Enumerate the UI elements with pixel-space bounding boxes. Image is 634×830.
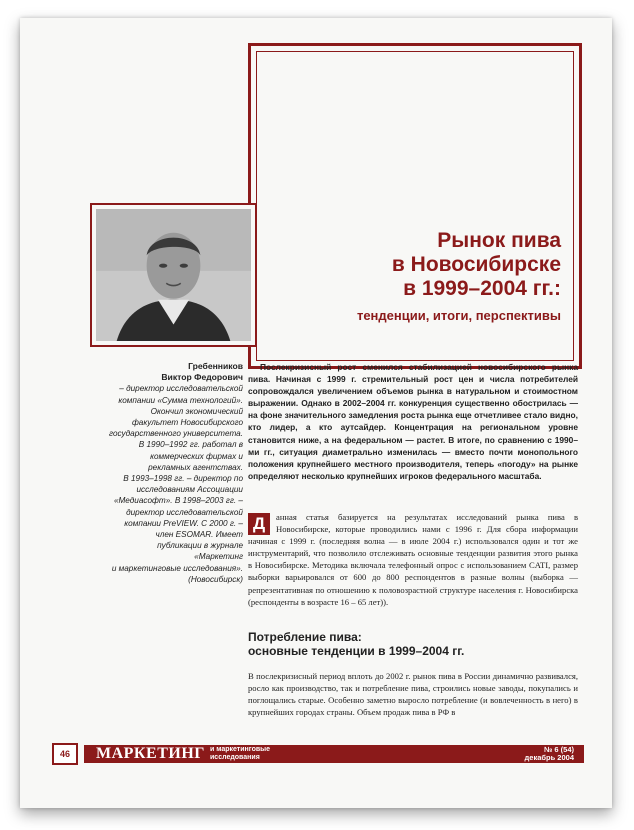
body-paragraph-1 — [248, 511, 578, 608]
bio-line: компании PreVIEW. С 2000 г. – — [124, 518, 243, 528]
bio-line: публикации в журнале — [157, 541, 243, 551]
bio-line: – директор исследовательской — [119, 384, 243, 394]
body-paragraph-1-text: анная статья базируется на результатах исследований рынка пива в Новосибирске, которые проводились нами с 1996 г. Для сбора информации начиная с 1999 г. (последняя волна — в июле 2004 г.) использовался один и тот же инструментарий, что позволило отслеживать основные тенденции развития этого рынка в Новосибирске. Методика включала телефонный опрос с использованием CATI, размер выборки варьировался от 600 до 800 респондентов в разные волны (выборка — репрезентативная по отношению к половозрастной структуре населения г. Новосибирска (респонденты в возрасте 16 – 65 лет)). — [248, 512, 578, 607]
author-bio — [50, 361, 243, 585]
bio-line: «Медиасофт». В 1998–2003 гг. – — [113, 496, 243, 506]
author-name-line-1: Гребенников — [188, 361, 243, 371]
title-line-2: в Новосибирске — [391, 253, 561, 276]
title-line-3: в 1999–2004 гг.: — [403, 277, 561, 300]
bio-line: компании «Сумма технологий». — [118, 395, 243, 405]
brand-sub-line-1: и маркетинговые — [210, 746, 271, 753]
author-name-line-2: Виктор Федорович — [161, 372, 243, 383]
issue-info — [525, 746, 574, 762]
drop-cap: Д — [248, 513, 270, 535]
bio-line: В 1993–1998 гг. – директор по — [123, 474, 243, 484]
author-photo-frame — [90, 203, 257, 347]
body-paragraph-2: В послекризисный период вплоть до 2002 г. рынок пива в России динамично развивался, росло как производство, так и потребление пива, строились новые заводы, покупались и поглощались старые. Особенно заметно выросло потребление (и вовлеченность в него) в крупнейших городах страны. Объем продаж пива в РФ в — [248, 671, 578, 718]
bio-line: «Маркетинг — [194, 552, 243, 562]
footer-bar — [84, 745, 584, 763]
bio-line: государственного университета. — [109, 429, 243, 439]
bio-line: и маркетинговые исследования». — [111, 563, 243, 573]
magazine-brand: МАРКЕТИНГ — [96, 745, 205, 762]
magazine-brand-sub — [210, 746, 270, 762]
bio-line: факультет Новосибирского — [131, 418, 243, 428]
author-photo — [96, 209, 251, 341]
lead-paragraph: Послекризисный рост сменился стабилизацией новосибирского рынка пива. Начиная с 1999 г. стремительный рост цен и числа потребителей сопровождался увеличением объемов рынка в натуральном и стоимостном выражении. Однако в 2002–2004 гг. конкуренция существенно обострилась — на фоне значительного замедления роста рынка еще отчетливее стало видно, кто лидер, а кто аутсайдер. Концентрация на региональном уровне становится ниже, а на федеральном — растет. В итоге, по сравнению с 1990–ми гг., ситуация диаметрально изменилась — вместо почти монопольного положения крупнейшего местного производителя, теперь «погоду» на рынке определяют несколько крупнейших игроков федерального масштаба. — [248, 362, 578, 481]
bio-line: (Новосибирск) — [188, 574, 243, 584]
page-number: 46 — [52, 743, 78, 765]
bio-line: рекламных агентствах. — [148, 462, 243, 472]
page-footer — [52, 743, 580, 763]
bio-line: коммерческих фирмах и — [150, 451, 243, 461]
article-title — [271, 229, 561, 301]
bio-line: директор исследовательской — [126, 507, 243, 517]
bio-line: Окончил экономический — [150, 406, 243, 416]
bio-line: исследованиям Ассоциации — [136, 485, 243, 495]
magazine-page — [20, 18, 612, 808]
title-frame — [248, 43, 582, 369]
section-heading — [248, 630, 578, 658]
section-heading-line-1: Потребление пива: — [248, 630, 362, 644]
bio-line: член ESOMAR. Имеет — [155, 530, 243, 540]
issue-number: № 6 (54) — [543, 745, 574, 754]
author-portrait-image — [96, 209, 251, 341]
brand-sub-line-2: исследования — [210, 754, 260, 761]
bio-line: В 1990–1992 гг. работал в — [138, 440, 243, 450]
title-line-1: Рынок пива — [437, 229, 561, 252]
section-heading-line-2: основные тенденции в 1999–2004 гг. — [248, 644, 465, 658]
issue-date: декабрь 2004 — [524, 753, 574, 762]
article-subtitle: тенденции, итоги, перспективы — [356, 308, 561, 323]
